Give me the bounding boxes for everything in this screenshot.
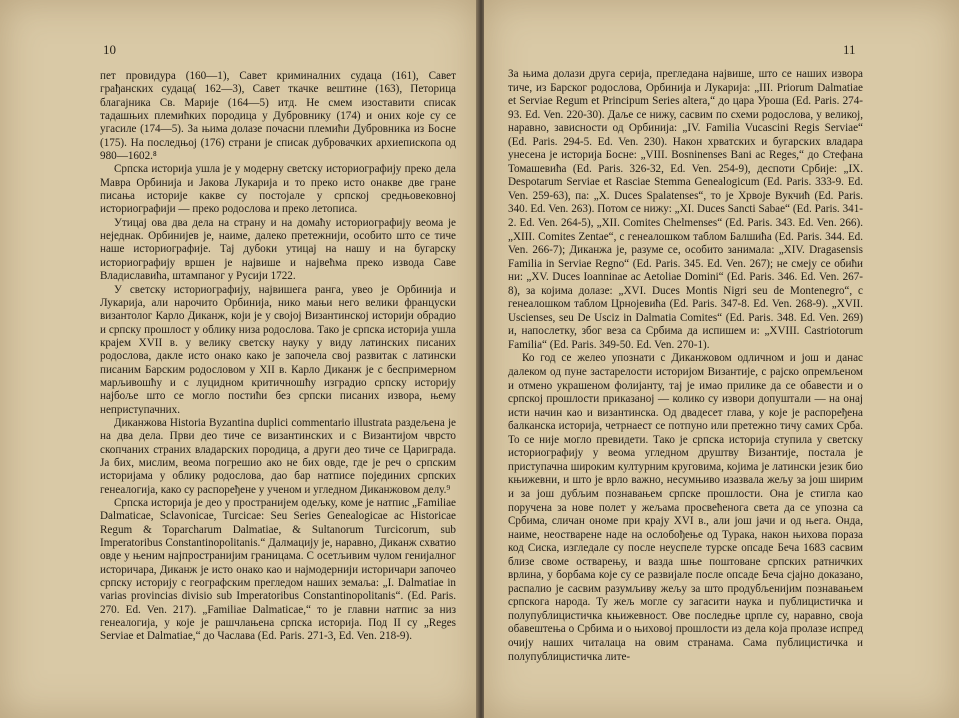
page-number: 11 [843, 42, 856, 57]
page-number: 10 [103, 42, 116, 57]
paragraph: У светску историографију, највишега ранга, увео је Орбинија и Лукарија, али нарочито Орбинија, нико мањи него велики француски византолог Карло Диканж, који је у својој Византинској историји обрадио и српску прошлост у облику низа родослова. Тако је српска историја ушла крајем XVII в. у велику светску науку у виду латинских писаних родослова, дакле исто онако како је започела свој развитак с латински писаним Барским родословом у XII в. Карло Диканж је с беспримерном марљивошћу и с луцидном критичношћу изградио српску историју најбоље што се могло постићи без српски писаних извора, њему неприступачних. [100, 283, 456, 416]
right-page [484, 0, 959, 718]
paragraph: Утицај ова два дела на страну и на домаћу историографију веома је неједнак. Орбинијев је, наиме, далеко претежнији, особито што се тиче наше историографије. Тај дубоки утицај на нашу и на бугарску историографију вршен је највише и највећма преко извода Саве Владиславића, штампаног у Русији 1722. [100, 216, 456, 283]
paragraph: Српска историја ушла је у модерну светску историографију преко дела Мавра Орбинија и Јакова Лукарија и то преко исто онакве две гране писања историје какве су постојале у српској средњовековној историографији — преко родослова и преко летописа. [100, 163, 456, 216]
paragraph: За њима долази друга серија, прегледана највише, што се наших извора тиче, из Барског родослова, Орбинија и Лукарија: „III. Priorum Dalmatiae et Serviae Regum et Principum Series altera,“ до цара Уроша (Ed. Paris. 274-93. Ed. Ven. 220-30). Даље се нижу, сасвим по схеми родослова, у великој, наравно, зависности од Орбинија: „IV. Familia Vucascini Regis Serviae“ (Ed. Paris. 294-5. Ed. Ven. 230). Након хрватских и бугарских владара унесена је историја Босне: „VIII. Bosninenses Bani ac Reges,“ до Стефана Томашевића (Ed. Paris. 326-32, Ed. Ven. 254-9), деспоти Србије: „IX. Despotarum Serviae et Rasciae Stemma Genealogicum (Ed. Paris. 333-9. Ed. Ven. 259-63), па: „X. Duces Spalatenses“, то је Хрвоје Вукчић (Ed. Paris. 340. Ed. Ven. 263). Потом се нижу: „XI. Duces Sancti Sabae“ (Ed. Paris. 341-2. Ed. Ven. 264-5), „XII. Comites Chelmenses“ (Ed. Paris. 343. Ed. Ven. 266). „XIII. Comites Zentae“, с генеалошком таблом Балшића (Ed. Paris. 344. Ed. Ven. 266-7); Диканжа је, разуме се, особито занимала: „XIV. Dragasensis Familia in Serviae Regno“ (Ed. Paris. 345. Ed. Ven. 267); не смеју се обићи ни: „XV. Duces Ioanninae ac Aetoliae Domini“ (Ed. Paris. 346. Ed. Ven. 267-8), за којима долазе: „XVI. Duces Montis Nigri seu de Montenegro“, с генеалошком таблом Црнојевића (Ed. Paris. 347-8. Ed. Ven. 268-9). „XVII. Uscienses, seu De Usciz in Dalmatia Comites“ (Ed. Paris. 348. Ed. Ven. 269) и, напослетку, због веза са Србима да испишем и: „XVIII. Castriotorum Familia“ (Ed. Paris. 349-50. Ed. Ven. 270-1). [508, 68, 863, 351]
paragraph: Српска историја је део у пространијем одељку, коме је натпис „Familiae Dalmaticae, Sclavonicae, Turcicae: Seu Series Genealogicae ac Historicae Regum & Toparcharum Dalmatiae, & Sultanorum Turcicorum, sub Imperatoribus Constantinopolitanis.“ Далмацију је, наравно, Диканж схватио овде у њеним најпространијим границама. С осетљивим чулом генијалног историчара, Диканж је исто онако као и најмодернији историчари започео српску историју с географским прегледом наших земаља: „I. Dalmatiae in varias provincias divisio sub Imperatoribus Constantinopolitanis“. (Ed. Paris. 270. Ed. Ven. 217). „Familiae Dalmaticae,“ то је главни натпис за низ генеалогија, у које је рашчлањена српска историја. Под II су „Reges Serviae et Dalmatiae,“ до Часлава (Ed. Paris. 271-3, Ed. Ven. 218-9). [100, 497, 456, 643]
paragraph: пет провидура (160—1), Савет криминалних судаца (161), Савет грађанских судаца( 162—3), Савет ткачке вештине (163), Петорица благајника Св. Марије (164—5) итд. Не смем изоставити списак тадашњих племићких породица у Дубровнику (174) и оних које су се угасиле (174—5). За њима долазе почасни племићи Дубровника из Босне (175). На последњој (176) страни је списак дубровачких архиепископа од 980—1602.⁸ [100, 70, 456, 163]
paragraph: Ко год се желео упознати с Диканжовом одличном и још и данас далеком од пуне застарелости историјом Византије, с рајско опремљеном и отмено украшеном фолијанту, тај је имао прилике да се обавести и о српској прошлости приказаној — колико су извори допуштали — на онај исти начин као и византинска. Од двадесет глава, у које је распоређена балканска историја, четрнаест се потпуно или претежно тичу самих Срба. То се није могло превидети. Тако је српска историја ступила у светску историографију у веома угледном друштву Византије, постала је приступачна широким културним круговима, којима је латински језик био књижевни, и што је врло важно, несумњиво изазвала жељу за још ширим и за још дубљим познавањем српске прошлости. Она је стигла као поручена за нове полет у жељама просвећенога света да се упозна са Србима, сличан ономе при крају XVI в., али још јачи и од њега. Онда, наиме, неостварене наде на ослобођење од Турака, након њихова пораза код Сиска, изгледале су после неуспеле турске опсаде Беча 1683 сасвим близе своме остварењу, и вазда шње поштоване српских ратничких врлина, у борбама које су се развијале после опсаде Беча сјајно доказано, распалио је сасвим разумљиву жељу за што продубљенијим познавањем српскога народа. Ту жељ могле су загасити наука и публицистичка и полупублицистичка књижевност. Ове последње црпле су, наравно, своја обавештења о Србима и о њиховој прошлости из дела која пролазе испред очију наших читалаца на овим странама. Сама публицистичка и полупублицистичка лите- [508, 352, 863, 663]
left-page [0, 0, 478, 718]
page-body [508, 68, 863, 664]
paragraph: Диканжова Historia Byzantina duplici commentario illustrata раздељена је на два дела. Први део тиче се византинских и с Византијом чврсто скопчаних страних владарских породица, а други део тиче се Цариграда. Ја бих, мислим, веома погрешио ако не бих овде, где је реч о српским историјама у облику родослова, дао бар натписе појединих српских генеалогија, како су распоређене у ученом и угледном Диканжовом делу.⁹ [100, 416, 456, 496]
page-body [100, 70, 456, 644]
